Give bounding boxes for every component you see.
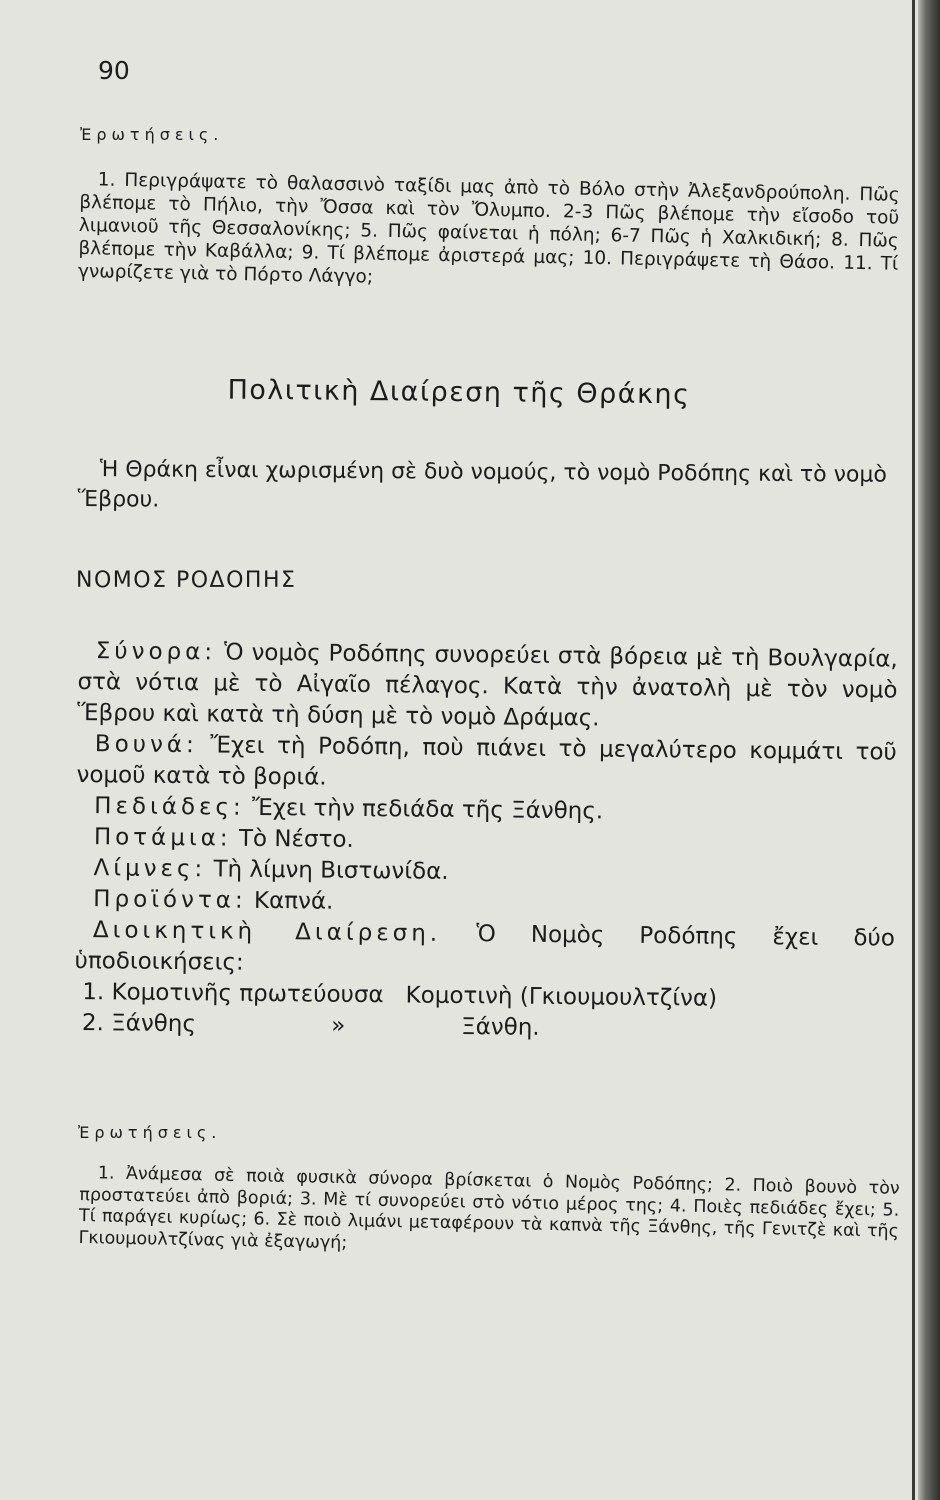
questions-heading-bottom: Ἐρωτήσεις. — [78, 1123, 222, 1142]
entry-text: Ὁ Νομὸς Ροδόπης ἔχει δύο ὑποδιοικήσεις: — [74, 921, 896, 976]
questions-text-bottom: 1. Ἀνάμεσα σὲ ποιὰ φυσικὰ σύνορα βρίσκεται ὁ Νομὸς Ροδόπης; 2. Ποιὸ βουνὸ τὸν προστατεύει ἀπὸ βοριά; 3. Μὲ τί συνορεύει στὸ νότιο μέρος της; 4. Ποιὲς πεδιάδες ἔχει; 5. Τί παράγει κυρίως; 6. Σὲ ποιὸ λιμάνι μεταφέρουν τὰ καπνὰ τῆς Ξάνθης, τῆς Γενιτζὲ καὶ τῆς Γκιουμουλτζίνας γιὰ ἐξαγωγή; — [78, 1163, 900, 1253]
entry-label: Διοικητικὴ Διαίρεση. — [92, 917, 442, 947]
subdivision-type: » — [331, 1012, 346, 1039]
subdivision-type: πρωτεύουσα — [239, 980, 384, 1009]
entry-label: Βουνά: — [94, 731, 198, 759]
entry-text: Τὸ Νέστο. — [238, 825, 354, 853]
subdivision-capital: Κομοτινὴ (Γκιουμουλτζίνα) — [405, 982, 718, 1012]
subdivision-num: 2. — [81, 1010, 105, 1037]
entry-synora — [77, 636, 898, 738]
nomos-heading: ΝΟΜΟΣ ΡΟΔΟΠΗΣ — [76, 568, 297, 593]
subdivision-name: Κομοτινῆς — [111, 979, 233, 1007]
questions-text-top: 1. Περιγράψατε τὸ θαλασσινὸ ταξίδι μας ἀπὸ τὸ Βόλο στὴν Ἀλεξανδρούπολη. Πῶς βλέπομε τὸ Πήλιο, τὴν Ὄσσα καὶ τὸν Ὄλυμπο. 2-3 Πῶς βλέπομε τὴν εἴσοδο τοῦ λιμανιοῦ τῆς Θεσσαλονίκης; 5. Πῶς φαίνεται ἡ πόλη; 6-7 Πῶς ἡ Χαλκιδική; 8. Πῶς βλέπομε τὴν Καβάλλα; 9. Τί βλέπομε ἀριστερά μας; 10. Περιγράψετε τὴ Θάσο. 11. Τί γνωρίζετε γιὰ τὸ Πόρτο Λάγγο; — [77, 169, 900, 288]
entry-text: Τὴ λίμνη Βιστωνίδα. — [213, 856, 449, 885]
subdivision-capital: Ξάνθη. — [461, 1014, 540, 1041]
entry-label: Ποτάμια: — [93, 824, 232, 852]
entry-text: Ἔχει τὴν πεδιάδα τῆς Ξάνθης. — [251, 794, 604, 825]
entry-text: Ἔχει τὴ Ροδόπη, ποὺ πιάνει τὸ μεγαλύτερο κομμάτι τοῦ νομοῦ κατὰ τὸ βοριά. — [76, 732, 897, 791]
entry-label: Προϊόντα: — [93, 886, 247, 914]
entry-vouna — [76, 729, 897, 800]
entry-label: Πεδιάδες: — [94, 793, 245, 821]
questions-heading-top: Ἐρωτήσεις. — [80, 125, 224, 144]
entry-text: Ὁ νομὸς Ροδόπης συνορεύει στὰ βόρεια μὲ τὴ Βουλγαρία, στὰ νότια μὲ τὸ Αἰγαῖο πέλαγος. Κατὰ τὴν ἀνατολὴ μὲ τὸν νομὸ Ἕβρου καὶ κατὰ τὴ δύση μὲ τὸ νομὸ Δράμας. — [77, 639, 898, 732]
entry-label: Σύνορα: — [95, 638, 217, 666]
subdivision-name: Ξάνθης — [111, 1010, 197, 1038]
entry-label: Λίμνες: — [93, 855, 207, 883]
page-number: 90 — [98, 56, 130, 85]
section-title: Πολιτικὴ Διαίρεση τῆς Θράκης — [227, 374, 691, 411]
nomos-body — [74, 636, 898, 1048]
book-spine-edge — [918, 0, 940, 1500]
intro-paragraph: Ἡ Θράκη εἶναι χωρισμένη σὲ δυὸ νομούς, τὸ νομὸ Ροδόπης καὶ τὸ νομὸ Ἕβρου. — [77, 457, 887, 513]
page-edge-line — [912, 0, 915, 1500]
subdivision-num: 1. — [82, 979, 105, 1006]
entry-text: Καπνά. — [253, 887, 334, 915]
entry-dioikisi — [74, 915, 895, 986]
